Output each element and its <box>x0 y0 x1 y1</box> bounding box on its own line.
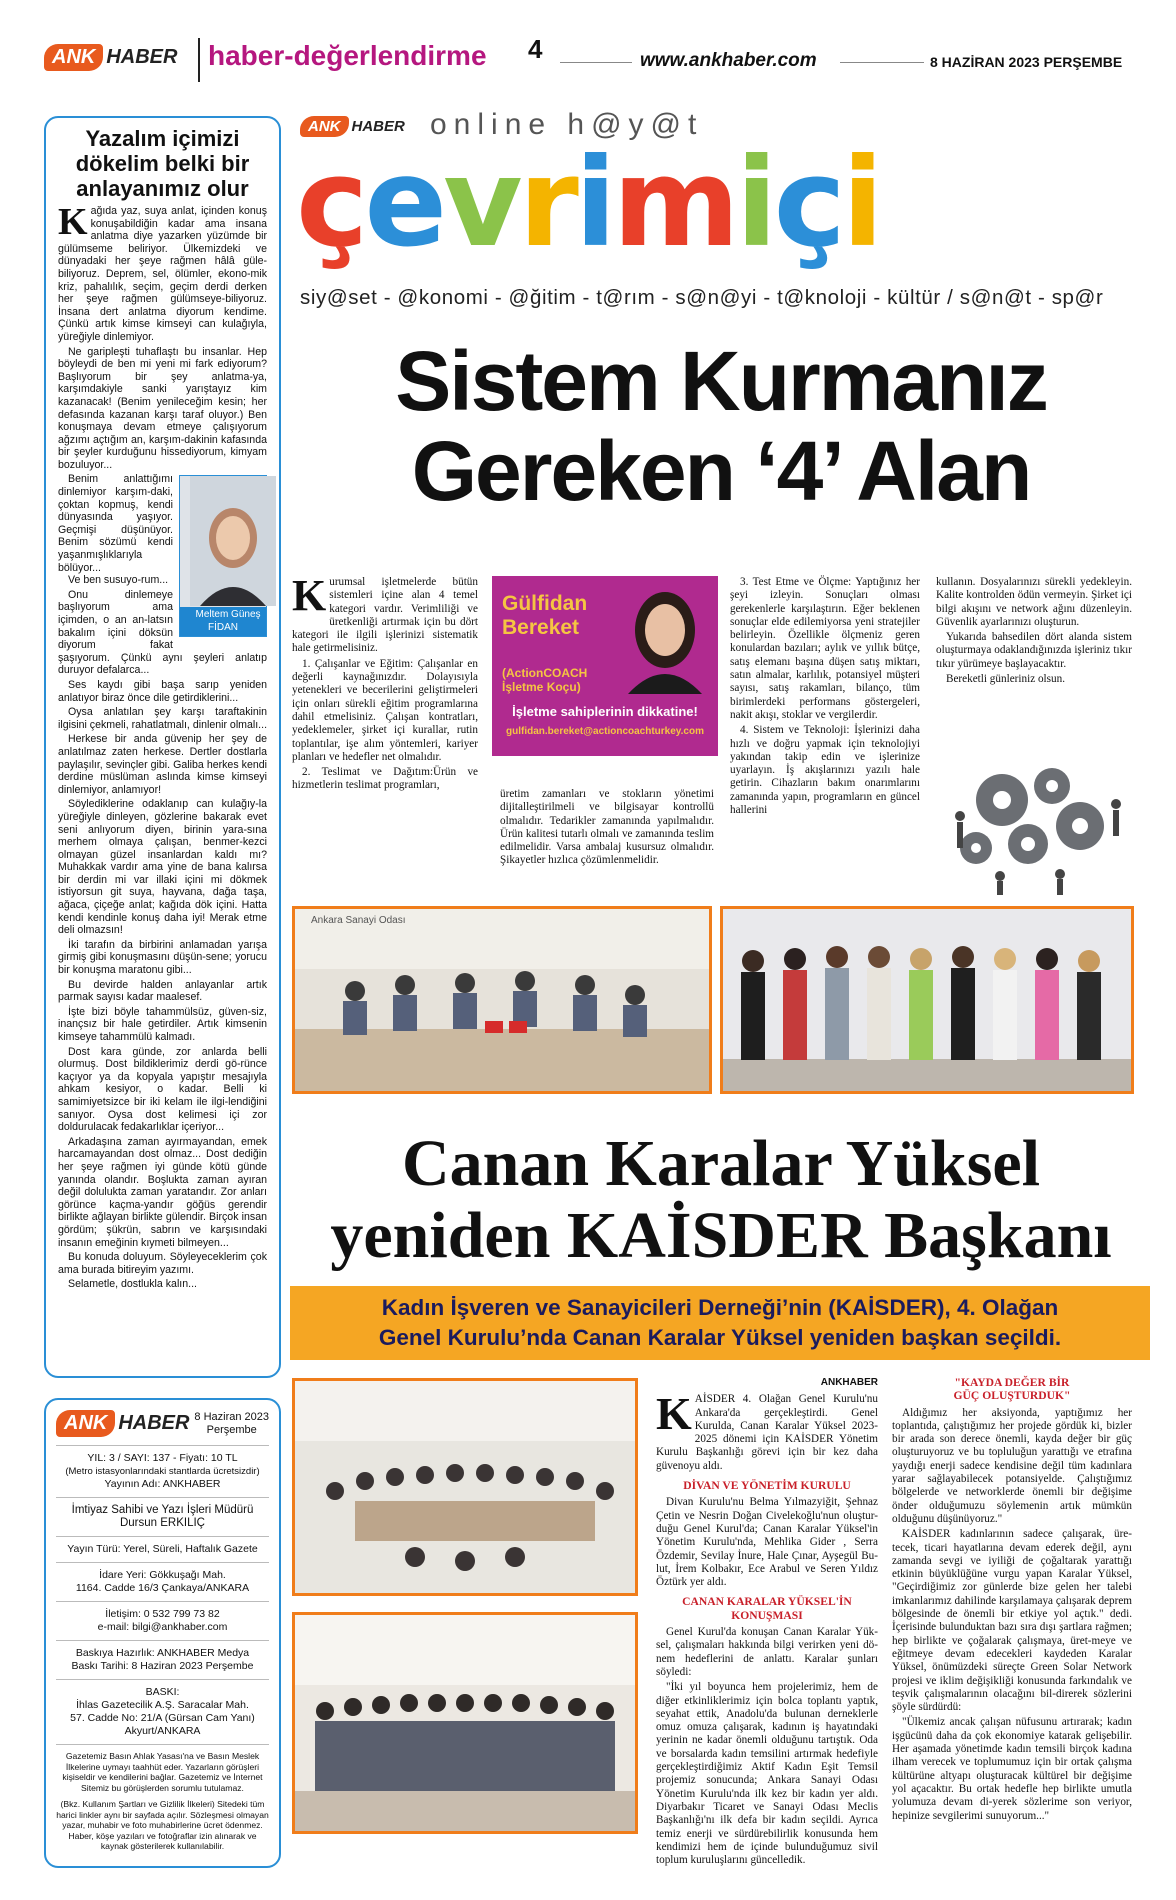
masthead-title <box>296 132 880 274</box>
header-rule-1 <box>560 62 632 63</box>
masthead-letter: r <box>518 132 575 274</box>
imprint-date: 8 Haziran 2023 Perşembe <box>194 1410 269 1436</box>
imprint-line: Yayın Türü: Yerel, Süreli, Haftalık Gazete <box>67 1543 258 1555</box>
subhead-line: "KAYDA DEĞER BİR <box>954 1376 1070 1389</box>
imprint-line: Baskıya Hazırlık: ANKHABER Medya <box>75 1647 250 1659</box>
article1-headline <box>290 336 1152 516</box>
article1-col-2 <box>500 788 714 870</box>
subhead-line: CANAN KARALAR YÜKSEL'İN <box>682 1595 852 1609</box>
article1-paragraph: Bereketli günleriniz olsun. <box>946 673 1065 686</box>
article1-paragraph: 2. Teslimat ve Dağıtım:Ürün ve hizmetlerin teslimat programları, <box>292 766 478 792</box>
column-paragraph: İki tarafın da birbirini anlamadan yarışa girmiş gibi konuşmasını düşün-sene; yorucu bir konuşma maratonu gibi... <box>58 938 267 977</box>
author-box-org <box>502 666 587 694</box>
imprint-line: (Metro istasyonlarındaki stantlarda ücretsizdir) <box>65 1466 260 1477</box>
column-paragraph: ağıda yaz, suya anlat, içinden konuş konuşabildiğin kadar ama insana anlatma diye yazarken yüzümde bir gülümseme beliriyor. Ülkemizdeki ve dünyadaki her şeye rağmen hâlâ güle-biliyoruz. Deprem, sel, ölümler, ekono-mik kriz, pahalılık, seçim, geçim derdi derken her şeye rağmen gülümseye-biliyoruz. İnsana dert anlatma diyorum kendime. Çünkü artık kimse kimseyi can kulağıyla, yüreğiyle dinlemiyor. <box>58 205 267 343</box>
imprint-line: Baskı Tarihi: 8 Haziran 2023 Perşembe <box>71 1660 254 1672</box>
imprint-disclaimer: Gazetemiz Basın Ahlak Yasası'na ve Basın Meslek İlkelerine uymayı taahhüt eder. Yazarların görüşleri kişiseldir ve kendilerini bağlar. Gazetemiz ve İnternet Sitemiz bu görüşlerden sorumlu tutulamaz. <box>62 1751 263 1793</box>
section-title: haber-değerlendirme <box>208 40 487 71</box>
author-org-line: (ActionCOACH <box>502 666 588 680</box>
article2-paragraph: "Ülkemiz ancak çalışan nüfusunu artırarak; kadın işgücünü daha da çok ekonomiye katarak gelişebilir. Her aşamada yönetimde kadın temsili birçok kadına ilham verecek ve toplumumuz için bir ortak çalışma kültürüne altyapı oluşturacak kültürel bir değişime yol açacaktır. Bu ortak hedefle hep birlikte umutla yolumuza devam di-yerek sözlerime son veriyor, hepinize sevgilerimi sunuyorum..." <box>892 1716 1132 1822</box>
article1-col-4 <box>936 576 1132 688</box>
author-caption: Meltem Güneş FİDAN <box>180 607 266 636</box>
column-paragraph: Bu devirde halden anlayanlar artık parmak sayısı kadar maalesef. <box>58 978 267 1004</box>
article1-paragraph: Yukarıda bahsedilen dört alanda sistem oluşturmaya odaklandığınızda işleriniz tıkır tıkır yürümeye başlayacaktır. <box>936 631 1132 670</box>
column-paragraph: Oysa anlatılan şey karşı taraftakinin ilgisini çekmeli, rahatlatmalı, dinlenir olmalı... <box>58 706 268 731</box>
logo-haber: HABER <box>106 46 178 68</box>
headline-line: Sistem Kurmanız <box>395 334 1047 428</box>
imprint-line: e-mail: bilgi@ankhaber.com <box>97 1621 228 1633</box>
website: www.ankhaber.com <box>640 50 817 71</box>
article2-paragraph: Aldığımız her aksiyonda, yaptığımız her toplantıda, çalıştığımız her projede gördük ki, bizler bir arada son derece önemli, kayda değer bir güç oluşturuyoruz ve bu topluluğun yarattığı ve etrafına yaydığı enerji sadece kendisine değil tüm kadınlara yarar sağlayabilecek potansiyelde. Çalıştığımız bölgelerde ve networklerde önemli bir değişime önder olduğumuzu söylemenin artık mümkün olduğunu düşünüyoruz." <box>892 1406 1132 1525</box>
masthead-letter: m <box>612 132 736 274</box>
imprint-line: Akyurt/ANKARA <box>124 1725 201 1737</box>
headline-line: yeniden KAİSDER Başkanı <box>330 1199 1112 1272</box>
imprint-logo-ank: ANK <box>56 1410 115 1437</box>
imprint-header <box>56 1410 269 1437</box>
article2-col-1 <box>656 1376 878 1869</box>
group-photo-icon <box>723 909 1131 1091</box>
column-paragraph: Herkese bir anda güvenip her şey de anlatılmaz zaten herkese. Dertler dostlarla paylaşılır, sevinçler gibi. Galiba herkes kendi derdine müslüman aslında kimse kimseyi dinlemiyor, anlamıyor! <box>58 733 267 796</box>
author-box <box>492 576 718 756</box>
meeting-photo-icon <box>295 909 709 1091</box>
header-date: 8 HAZİRAN 2023 PERŞEMBE <box>930 54 1123 70</box>
imprint-disclaimer: (Bkz. Kullanım Şartları ve Gizlilik İlkeleri) Sitedeki tüm harici linkler aynı bir sayfada açılır. Sözleşmesi olmayan yazar, muhabir ve foto muhabirlerine ücret ödenmez. Haber, köşe yazıları ve fotoğraflar izin alınarak ve kaynak gösterilerek kullanılabilir. <box>56 1799 269 1851</box>
header-divider <box>198 38 200 82</box>
author-portrait-icon <box>190 476 276 606</box>
imprint-line: YIL: 3 / SAYI: 137 - Fiyatı: 10 TL <box>87 1452 238 1464</box>
imprint-line: İmtiyaz Sahibi ve Yazı İşleri Müdürü <box>71 1504 254 1516</box>
article1-paragraph: 3. Test Etme ve Ölçme: Yaptığınız her şeyi izleyin. Sonuçları olması gerekenlerle karşılaştırın. Eğer beklenen sonuçlar elde edilemiyorsa yeni stratejiler belirleyin. Özellikle ölçmeniz geren konulardan bazıları; aylık ve yıllık bütçe, satış elemanı başına düşen satış miktarı, satın almalar, karlılık, potansiyel müşteri sayısı, satış rakamları, bilanço, tüm birimlerdeki performans göstergeleri, nakit akışı, stoklar ve vergilerdir. <box>730 576 920 721</box>
article1-paragraph: kullanın. Dosyalarınızı sürekli yedekleyin. Kalite kontrolden ödün vermeyin. Şirket içi bilgi akışını ve network ağını düzenleyin. Güvenlik ayarlarınızı oluşturun. <box>936 576 1132 628</box>
imprint-line: 1164. Cadde 16/3 Çankaya/ANKARA <box>75 1582 250 1594</box>
imprint-line: Dursun ERKILIÇ <box>119 1517 205 1529</box>
column-paragraph: Bu konuda doluyum. Söyleyeceklerim çok ama burada bitireyim yazımı. <box>58 1251 267 1276</box>
column-paragraph: Selametle, dostlukla kalın... <box>68 1278 197 1291</box>
imprint-line: BASKI: <box>145 1686 180 1698</box>
photo-assembly <box>292 1378 638 1596</box>
author-name-line: Gülfidan <box>502 592 588 615</box>
photo-meeting <box>292 906 712 1094</box>
column-paragraph: Ses kaydı gibi başa sarıp yeniden anlatıyor biraz önce dile getirdiklerini... <box>58 678 267 704</box>
imprint-line: Yayının Adı: ANKHABER <box>104 1478 221 1490</box>
article1-paragraph: üretim zamanları ve stokların yönetimi dijitalleştirilmeli ve bilgisayar kontrollü olmalıdır. Tedarikler zamanında yapılmalıdır. Ürün kalitesi tutarlı olmalı ve zamanında teslim edilmelidir. Varsa ambalaj kusursuz olmalıdır. Şikayetler hızlıca çözümlenmelidir. <box>500 788 714 867</box>
article1-intro: urumsal işletmelerde bütün sistemleri içine alan 4 temel kategori vardır. Verimliliği ve üretkenliği artırmak için bu dört kategori ile ilgili işlerinizi sistematik hale getirmelisiniz. <box>292 576 478 655</box>
article2-paragraph: Genel Kurul'da konuşan Canan Karalar Yük-sel, çalışmaları hakkında bilgi verirken yeni dö-nem hedeflerini de anlattı. Karalar şunları söyledi: <box>656 1626 878 1678</box>
article1-col-3 <box>730 576 920 819</box>
imprint-box <box>44 1398 281 1868</box>
author-box-portrait-icon <box>620 584 710 694</box>
gears-illustration-icon <box>940 748 1136 896</box>
photo-group-2 <box>292 1612 638 1834</box>
author-org-line: İşletme Koçu) <box>502 680 581 694</box>
masthead-letter: i <box>574 132 613 274</box>
column-paragraph: Dost kara günde, zor anlarda belli olurmuş. Dost bildiklerimiz derdi gö-rünce kaçıyor ya da kopyala yapıştır mesajıyla ahkam kesiyor, o kadar. Belli ki samimiyetsizce bir iki kelam ile ilgi-lendiğini sanıyor. Oysa dost kelimesi içi zor doldurulacak fedakarlıklar içeriyor... <box>58 1045 267 1134</box>
imprint-line: İdare Yeri: Gökkuşağı Mah. <box>99 1569 226 1581</box>
masthead-letter: ç <box>773 132 842 274</box>
article2-subhead: DİVAN VE YÖNETİM KURULU <box>683 1479 851 1493</box>
assembly-photo-icon <box>295 1381 635 1593</box>
column-paragraph: Ve ben susuyo-rum... <box>68 574 169 587</box>
article2-subhead <box>656 1595 878 1622</box>
author-name-line: Bereket <box>502 616 580 639</box>
author-box-note: İşletme sahiplerinin dikkatine! <box>512 704 698 719</box>
logo-ank: ANK <box>44 44 103 71</box>
imprint-line: İhlas Gazetecilik A.Ş. Saracalar Mah. <box>76 1699 249 1711</box>
article2-drop-cap: K <box>656 1388 692 1440</box>
article2-intro: AİSDER 4. Olağan Genel Kurulu'nu Ankara'da gerçekleştirdi. Genel Kurulda, Canan Karalar Yüksel 2023-2025 dönemi için KAİSDER Yönetim Kurulu Başkanlığı görevi için bir kez daha güvenoyu aldı. <box>656 1393 878 1472</box>
photo-sign: Ankara Sanayi Odası <box>311 915 406 926</box>
subheadline-line: Kadın İşveren ve Sanayicileri Derneği’nin (KAİSDER), 4. Olağan <box>381 1295 1059 1320</box>
subhead-line: GÜÇ OLUŞTURDUK" <box>953 1389 1071 1403</box>
author-photo <box>179 475 267 637</box>
headline-line: Canan Karalar Yüksel <box>401 1127 1041 1200</box>
subhead-line: KONUŞMASI <box>731 1608 803 1622</box>
article2-subheadline <box>290 1286 1150 1360</box>
masthead-logo: ANK HABER <box>300 116 405 137</box>
subheadline-line: Genel Kurulu’nda Canan Karalar Yüksel yeniden başkan seçildi. <box>378 1325 1062 1350</box>
column-paragraph: Benim anlattığımı dinlemiyor karşım-daki, çoktan kopmuş, kendi dünyasında yaşıyor. Geçmişi düşünüyor. Benim sözümü kendi yaşanmışlıklarıyla bölüyor... <box>58 473 173 574</box>
article2-paragraph: KAİSDER kadınlarının sadece çalışarak, üre-tecek, ticari hayatlarına devam ederek değil, aynı zamanda sevgi ve iyiliği de çoğaltarak yarattığı etkinin büyüklüğüne vurgu yapan Karalar Yüksel, "Geçirdiğimiz zor günlerde bize gelen her talebi imkanlarımız dahilinde karşılamaya çalışarak deprem bölgesinde de önemli bir etkiye yol açtık." dedi. İçerisinde bulunduktan bazı sıra dışı şartlara rağmen; hep birlikte ve çoğalarak çalışmaya, üret-meye ve eğitmeye devam edecekleri kaydeden Karalar Yüksel, önümüzdeki süreçte Green Solar Network projesi ve iklim değişikliği konusunda farkındalık ve teşvik çalışmalarının olacağını bil-direrek sözlerini şöyle sürdürdü: <box>892 1528 1132 1714</box>
masthead-letter: ç <box>296 132 365 274</box>
masthead-letter: i <box>841 132 880 274</box>
column-paragraph: İşte bizi böyle tahammülsüz, güven-siz, inançsız bir hale getirdiler. Artık kimsenin kimseye tahammülü kalmadı. <box>58 1005 267 1043</box>
masthead-letter: i <box>735 132 774 274</box>
column-drop-cap: K <box>58 201 88 243</box>
imprint-line: 57. Cadde No: 21/A (Gürsan Cam Yanı) <box>70 1712 255 1724</box>
column-title: Yazalım içimizi dökelim belki bir anlayanımız olur <box>75 126 250 201</box>
article2-col-2 <box>892 1376 1132 1825</box>
article2-headline <box>290 1128 1152 1272</box>
column-paragraph: Söylediklerine odaklanıp can kulağıy-la yüreğiyle dinleyen, gözlerine bakarak evet seni anlıyorum diyen, birinin yara-sına merhem olmaya çalışan, benmer-kezci olmayan güzel insanlardan kaldı mı? Muhakkak vardır ama yine de bana kalırsa bir derdin mi var illaki içini mi dökmek istiyorsun git suya, hayvana, dağa taşa, ağaca, çiçeğe anlat; kağıda dök içini. Hatta kendi kendinle konuş daha iyi! Merak etme deli olmazsın! <box>58 798 267 937</box>
article2-paragraph: "İki yıl boyunca hem projelerimiz, hem de diğer etkinliklerimiz için bolca toplantı yaptık, seyahat ettik, Anadolu'da bulunan derneklerle omuz omuza çalışarak, kadının iş hayatındaki yerinin ne kadar önemli olduğunu tartıştık. Oda ve borsalarda kadın temsilini artırmak hedefiyle gerçekleştirdiğimiz Aktif Kadın Eşit Temsil projemiz sonucunda; Ankara Sanayi Odası Yönetim Kurulu'nda ilk kez bir kadın yer aldı. Diyarbakır Ticaret ve Sanayi Odası Meclis Başkanlığı'nı ilk defa bir kadın seçildi. Ayrıca temiz enerji ve sürdürebilirlik konusunda hem kendimizi hem de içinde bulunduğumuz sivil toplum kuruluşlarını güncelledik. <box>656 1681 878 1867</box>
author-box-email: gulfidan.bereket@actioncoachturkey.com <box>506 726 704 737</box>
column-paragraph: Arkadaşına zaman ayırmayandan, emek harcamayandan dost olmaz... Dost dediğin her şeye rağmen iyi günde kötü günde yanında olandır. Boşlukta zaman ayıran değil dolulukta zaman yaratandır. Zor anları görünce kaçma-yandır göğüs gerendir birlikte ağlayan birlikte gülendir. Birçok insan gördüm; şükrün, sabrın ve karşısındaki insanın emeğinin kıymeti bilmeyen... <box>58 1135 267 1249</box>
imprint-logo-haber: HABER <box>118 1412 190 1434</box>
article1-paragraph: 1. Çalışanlar ve Eğitim: Çalışanlar en değerli kaynağınızdır. Dolayısıyla yetenekleri ve becerilerini geliştirmeleri için onları sürekli eğitim programlarına dahil etmelisiniz. Çalışan kontratları, yedeklemeler, şirket içi kurallar, rutin toplantılar, işe alım yöntemleri, kariyer planları ve hedefler net olmalıdır. <box>292 657 478 763</box>
group-photo-2-icon <box>295 1615 635 1831</box>
article1-paragraph: 4. Sistem ve Teknoloji: İşlerinizi daha hızlı ve doğru yapmak için teknolojiyi yakından takip edin ve işlerinize uyarlayın. İş akışlarınızı yazılı hale getirin. Cihazların bakım onarımlarını zamanında yapın, programların en güncel hallerini <box>730 724 920 817</box>
header-rule-2 <box>840 62 924 63</box>
masthead-letter: e <box>364 132 444 274</box>
article2-source: ANKHABER <box>820 1377 878 1388</box>
photo-group <box>720 906 1134 1094</box>
article1-drop-cap: K <box>292 571 327 620</box>
article2-subhead <box>892 1376 1132 1403</box>
article2-paragraph: Divan Kurulu'nu Belma Yılmazyiğit, Şehnaz Çetin ve Nesrin Doğan Civelekoğlu'nun oluştur-duğu Genel Kurul'da; Canan Karalar Yüksel'in Yönetim Kurulu'nda, Mehlika Gider , Serra Özdemir, Sevilay İnure, Hale Çınar, Ayşegül Bu-lut, İrem Kolbakır, Ece Arabul ve Seren Yıldız Öztürk yer aldı. <box>656 1496 878 1589</box>
article1-col-1 <box>292 571 478 795</box>
masthead-letter: v <box>443 132 519 274</box>
masthead-categories: siy@set - @konomi - @ğitim - t@rım - s@n@yi - t@knoloji - kültür / s@n@t - sp@r <box>300 286 1104 309</box>
author-box-name <box>502 592 587 640</box>
header-logo <box>44 44 177 71</box>
masthead-tagline: online h@y@t <box>430 108 704 141</box>
column-paragraph: Onu dinlemeye başlıyorum ama içimden, o an an-latsın bakalım içini döksün diyorum fakat şaşıyorum. Çünkü aynı şeyleri anlatıp duruyor defalarca... <box>58 588 267 677</box>
imprint-line: İletişim: 0 532 799 73 82 <box>105 1608 220 1620</box>
page-number: 4 <box>528 34 543 64</box>
headline-line: Gereken ‘4’ Alan <box>411 424 1031 518</box>
column-paragraph: Ne garipleşti tuhaflaştı bu insanlar. Hep böyleydi de ben mi yeni mi fark ediyorum? Başlıyorum bir şey anlatma-ya, karşımdakiyle sanki yarıştayız kim kazanacak! (Benim yenileceğim kesin; her defasında kazanan karşı taraf oluyor.) Ben konuşmaya devam etmeye çalışıyorum ağzımı açtığım an, karşım-dakinin kafasında bir şeyler kurduğunu hissediyorum, kimyam bozuluyor... <box>58 345 267 471</box>
opinion-column <box>44 116 281 1378</box>
